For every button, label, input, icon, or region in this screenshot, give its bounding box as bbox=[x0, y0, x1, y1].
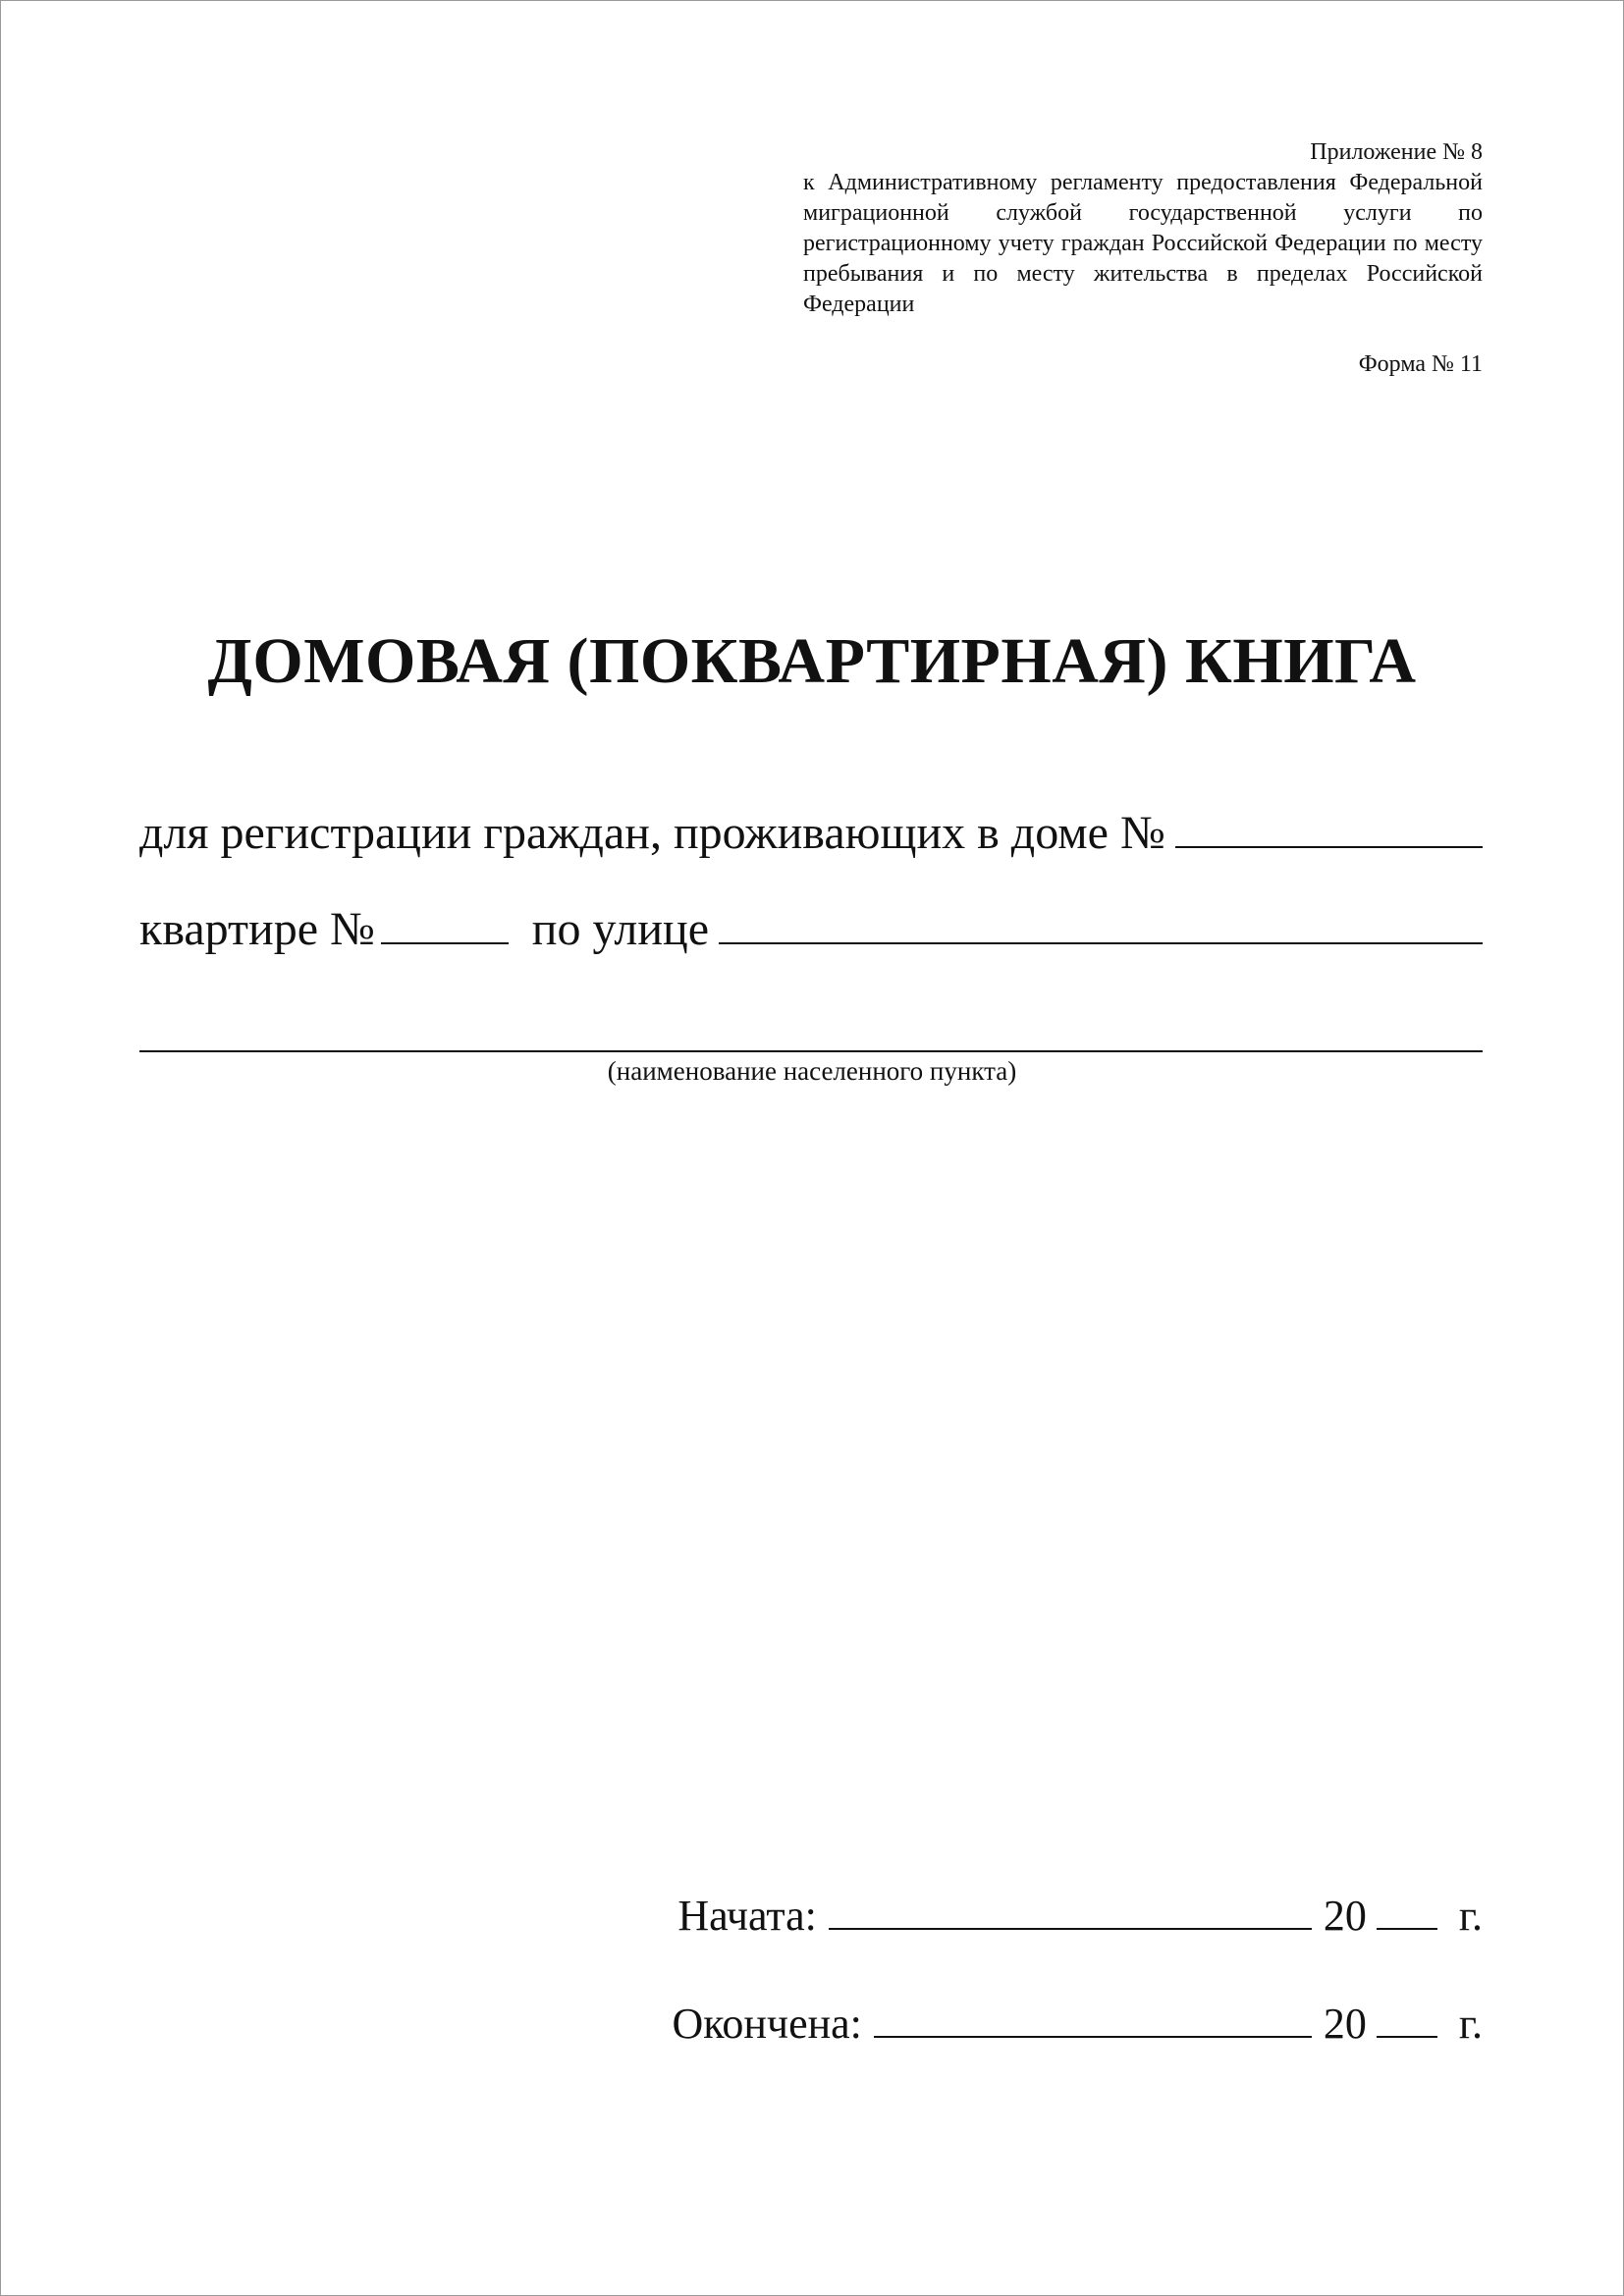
house-label: для регистрации граждан, проживающих в доме № bbox=[139, 807, 1165, 859]
end-label: Окончена: bbox=[672, 2000, 862, 2048]
start-century: 20 bbox=[1323, 1892, 1367, 1940]
appendix-block bbox=[803, 137, 1483, 320]
appendix-text: к Административному регламенту предоставления Федеральной миграционной службой государственной услуги по регистрационному учету граждан Российской Федерации по месту пребывания и по месту жительства в пределах Российской Федерации bbox=[803, 170, 1483, 317]
end-year-field[interactable] bbox=[1377, 1997, 1437, 2038]
start-label: Начата: bbox=[677, 1892, 817, 1940]
house-number-field[interactable] bbox=[1175, 803, 1483, 848]
flat-label: квартире № bbox=[139, 903, 375, 955]
settlement-field[interactable] bbox=[139, 1050, 1483, 1052]
appendix-number: Приложение № 8 bbox=[1310, 139, 1483, 165]
street-field[interactable] bbox=[719, 899, 1483, 944]
start-date-field[interactable] bbox=[829, 1889, 1312, 1930]
settlement-caption: (наименование населенного пункта) bbox=[607, 1056, 1017, 1086]
book-title: ДОМОВАЯ (ПОКВАРТИРНАЯ) КНИГА bbox=[207, 625, 1417, 697]
end-century: 20 bbox=[1323, 2000, 1367, 2048]
form-number: Форма № 11 bbox=[1358, 351, 1483, 377]
end-date-row bbox=[672, 1997, 1483, 2049]
flat-number-field[interactable] bbox=[381, 899, 509, 944]
end-year-suffix: г. bbox=[1458, 2000, 1483, 2048]
end-date-field[interactable] bbox=[874, 1997, 1312, 2038]
street-label: по улице bbox=[531, 903, 710, 955]
start-year-field[interactable] bbox=[1377, 1889, 1437, 1930]
house-row bbox=[139, 803, 1483, 860]
start-year-suffix: г. bbox=[1458, 1892, 1483, 1940]
flat-street-row bbox=[139, 899, 1483, 956]
start-date-row bbox=[677, 1889, 1483, 1941]
